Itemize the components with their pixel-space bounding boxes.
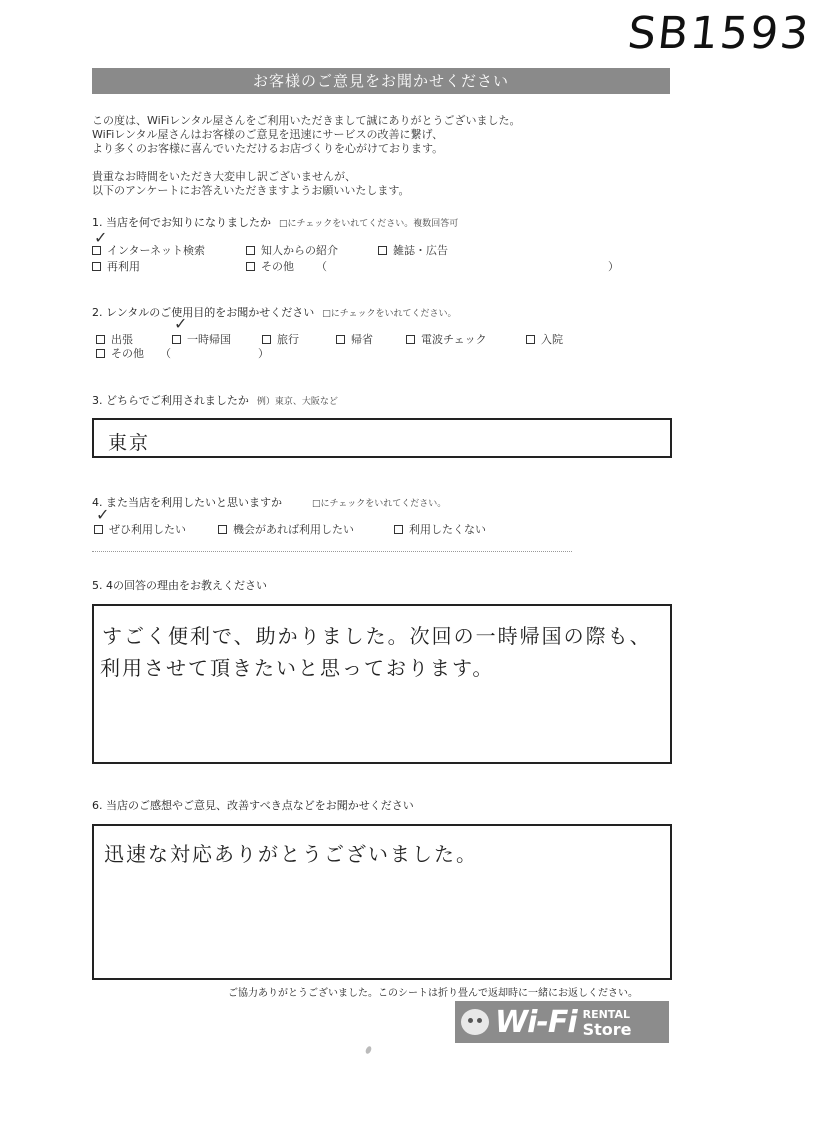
checkbox-icon[interactable] [406, 335, 415, 344]
q5-label: 5. 4の回答の理由をお教えください [92, 579, 267, 592]
q2-option-hospital[interactable] [526, 331, 563, 347]
checkbox-icon[interactable] [526, 335, 535, 344]
q3-answer-box[interactable] [92, 418, 672, 458]
intro-line-4: 貴重なお時間をいただき大変申し訳ございませんが、 [92, 170, 356, 183]
q2-note: □にチェックをいれてください。 [322, 309, 457, 319]
q3-note: 例）東京、大阪など [256, 397, 338, 407]
q2-other-close-paren: ） [258, 347, 269, 360]
q5-answer-line-2: 利用させて頂きたいと思っております。 [100, 656, 495, 680]
document-id: SB1593 [625, 8, 813, 59]
checkbox-icon[interactable] [246, 246, 255, 255]
checkbox-icon[interactable] [172, 335, 181, 344]
q4-note: □にチェックをいれてください。 [312, 499, 447, 509]
checkbox-icon[interactable] [246, 262, 255, 271]
q1-option-magazine-label: 雑誌・広告 [393, 244, 448, 257]
q2-option-temporary-return[interactable] [172, 331, 231, 347]
q6-answer-text: 迅速な対応ありがとうございました。 [104, 842, 478, 866]
q1-other-close-paren: ） [608, 260, 619, 273]
q1-label-text: 1. 当店を何でお知りになりましたか [92, 216, 271, 229]
q2-option-homecoming[interactable] [336, 331, 373, 347]
q2-option-other-label: その他 [111, 347, 144, 360]
q4-option-no[interactable] [394, 521, 486, 537]
q1-note: □にチェックをいれてください。複数回答可 [279, 219, 459, 229]
q6-label: 6. 当店のご感想やご意見、改善すべき点などをお聞かせください [92, 799, 414, 812]
q4-check-mark-icon: ✓ [96, 505, 110, 524]
mascot-icon [461, 1009, 489, 1035]
q1-option-internet-label: インターネット検索 [107, 244, 206, 257]
q2-label [92, 304, 457, 320]
checkbox-icon[interactable] [96, 349, 105, 358]
logo-store-text: Store [582, 1020, 632, 1039]
q2-option-travel-label: 旅行 [277, 333, 299, 346]
q2-other-open-paren: （ [160, 347, 171, 360]
q2-option-temporary-return-label: 一時帰国 [187, 333, 231, 346]
q2-label-text: 2. レンタルのご使用目的をお聞かせください [92, 306, 315, 319]
q5-answer-line-1: すごく便利で、助かりました。次回の一時帰国の際も、 [102, 624, 652, 648]
checkbox-icon[interactable] [336, 335, 345, 344]
checkbox-icon[interactable] [394, 525, 403, 534]
q4-label [92, 494, 446, 510]
q5-answer-box[interactable] [92, 604, 672, 764]
checkbox-icon[interactable] [94, 525, 103, 534]
q6-answer-box[interactable] [92, 824, 672, 980]
intro-line-1: この度は、WiFiレンタル屋さんをご利用いただきまして誠にありがとうございました。 [92, 114, 521, 127]
logo-main-text: Wi-Fi [495, 1004, 577, 1040]
q1-option-friend-label: 知人からの紹介 [261, 244, 338, 257]
q2-option-hospital-label: 入院 [541, 333, 563, 346]
q1-option-internet[interactable] [92, 242, 205, 258]
q3-label-text: 3. どちらでご利用されましたか [92, 394, 249, 407]
intro-line-5: 以下のアンケートにお答えいただきますようお願いいたします。 [92, 184, 410, 197]
q1-option-other-label: その他 [261, 260, 294, 273]
intro-line-2: WiFiレンタル屋さんはお客様のご意見を迅速にサービスの改善に繋げ、 [92, 128, 444, 141]
q1-option-reuse[interactable] [92, 258, 140, 274]
logo-rental-text: RENTAL [582, 1008, 630, 1021]
footer-note: ご協力ありがとうございました。このシートは折り畳んで返却時に一緒にお返しください。 [228, 988, 638, 999]
q4-divider [92, 551, 572, 552]
checkbox-icon[interactable] [96, 335, 105, 344]
q4-option-no-label: 利用したくない [409, 523, 486, 536]
q1-option-other[interactable] [246, 258, 294, 274]
q2-option-signal-check-label: 電波チェック [421, 333, 487, 346]
q1-label [92, 214, 458, 230]
q2-option-business-trip-label: 出張 [111, 333, 133, 346]
q1-option-friend[interactable] [246, 242, 338, 258]
q1-check-mark-icon: ✓ [94, 228, 108, 247]
q2-option-other[interactable] [96, 345, 144, 361]
intro-line-3: より多くのお客様に喜んでいただけるお店づくりを心がけております。 [92, 142, 444, 155]
survey-title: お客様のご意見をお聞かせください [92, 68, 670, 94]
checkbox-icon[interactable] [262, 335, 271, 344]
logo-sub [583, 1007, 632, 1037]
q1-other-open-paren: （ [316, 260, 327, 273]
q4-option-if-chance-label: 機会があれば利用したい [233, 523, 354, 536]
q2-check-mark-icon: ✓ [174, 314, 188, 333]
q4-option-definitely-label: ぜひ利用したい [109, 523, 186, 536]
q3-answer-text: 東京 [108, 432, 151, 454]
wifi-rental-store-logo [455, 1001, 669, 1043]
scan-speck [365, 1045, 373, 1054]
q4-label-text: 4. また当店を利用したいと思いますか [92, 496, 282, 509]
q2-option-homecoming-label: 帰省 [351, 333, 373, 346]
q1-option-magazine[interactable] [378, 242, 448, 258]
q1-option-reuse-label: 再利用 [107, 260, 140, 273]
q4-option-if-chance[interactable] [218, 521, 354, 537]
q2-option-signal-check[interactable] [406, 331, 487, 347]
checkbox-icon[interactable] [92, 262, 101, 271]
q3-label [92, 392, 338, 408]
checkbox-icon[interactable] [378, 246, 387, 255]
checkbox-icon[interactable] [218, 525, 227, 534]
